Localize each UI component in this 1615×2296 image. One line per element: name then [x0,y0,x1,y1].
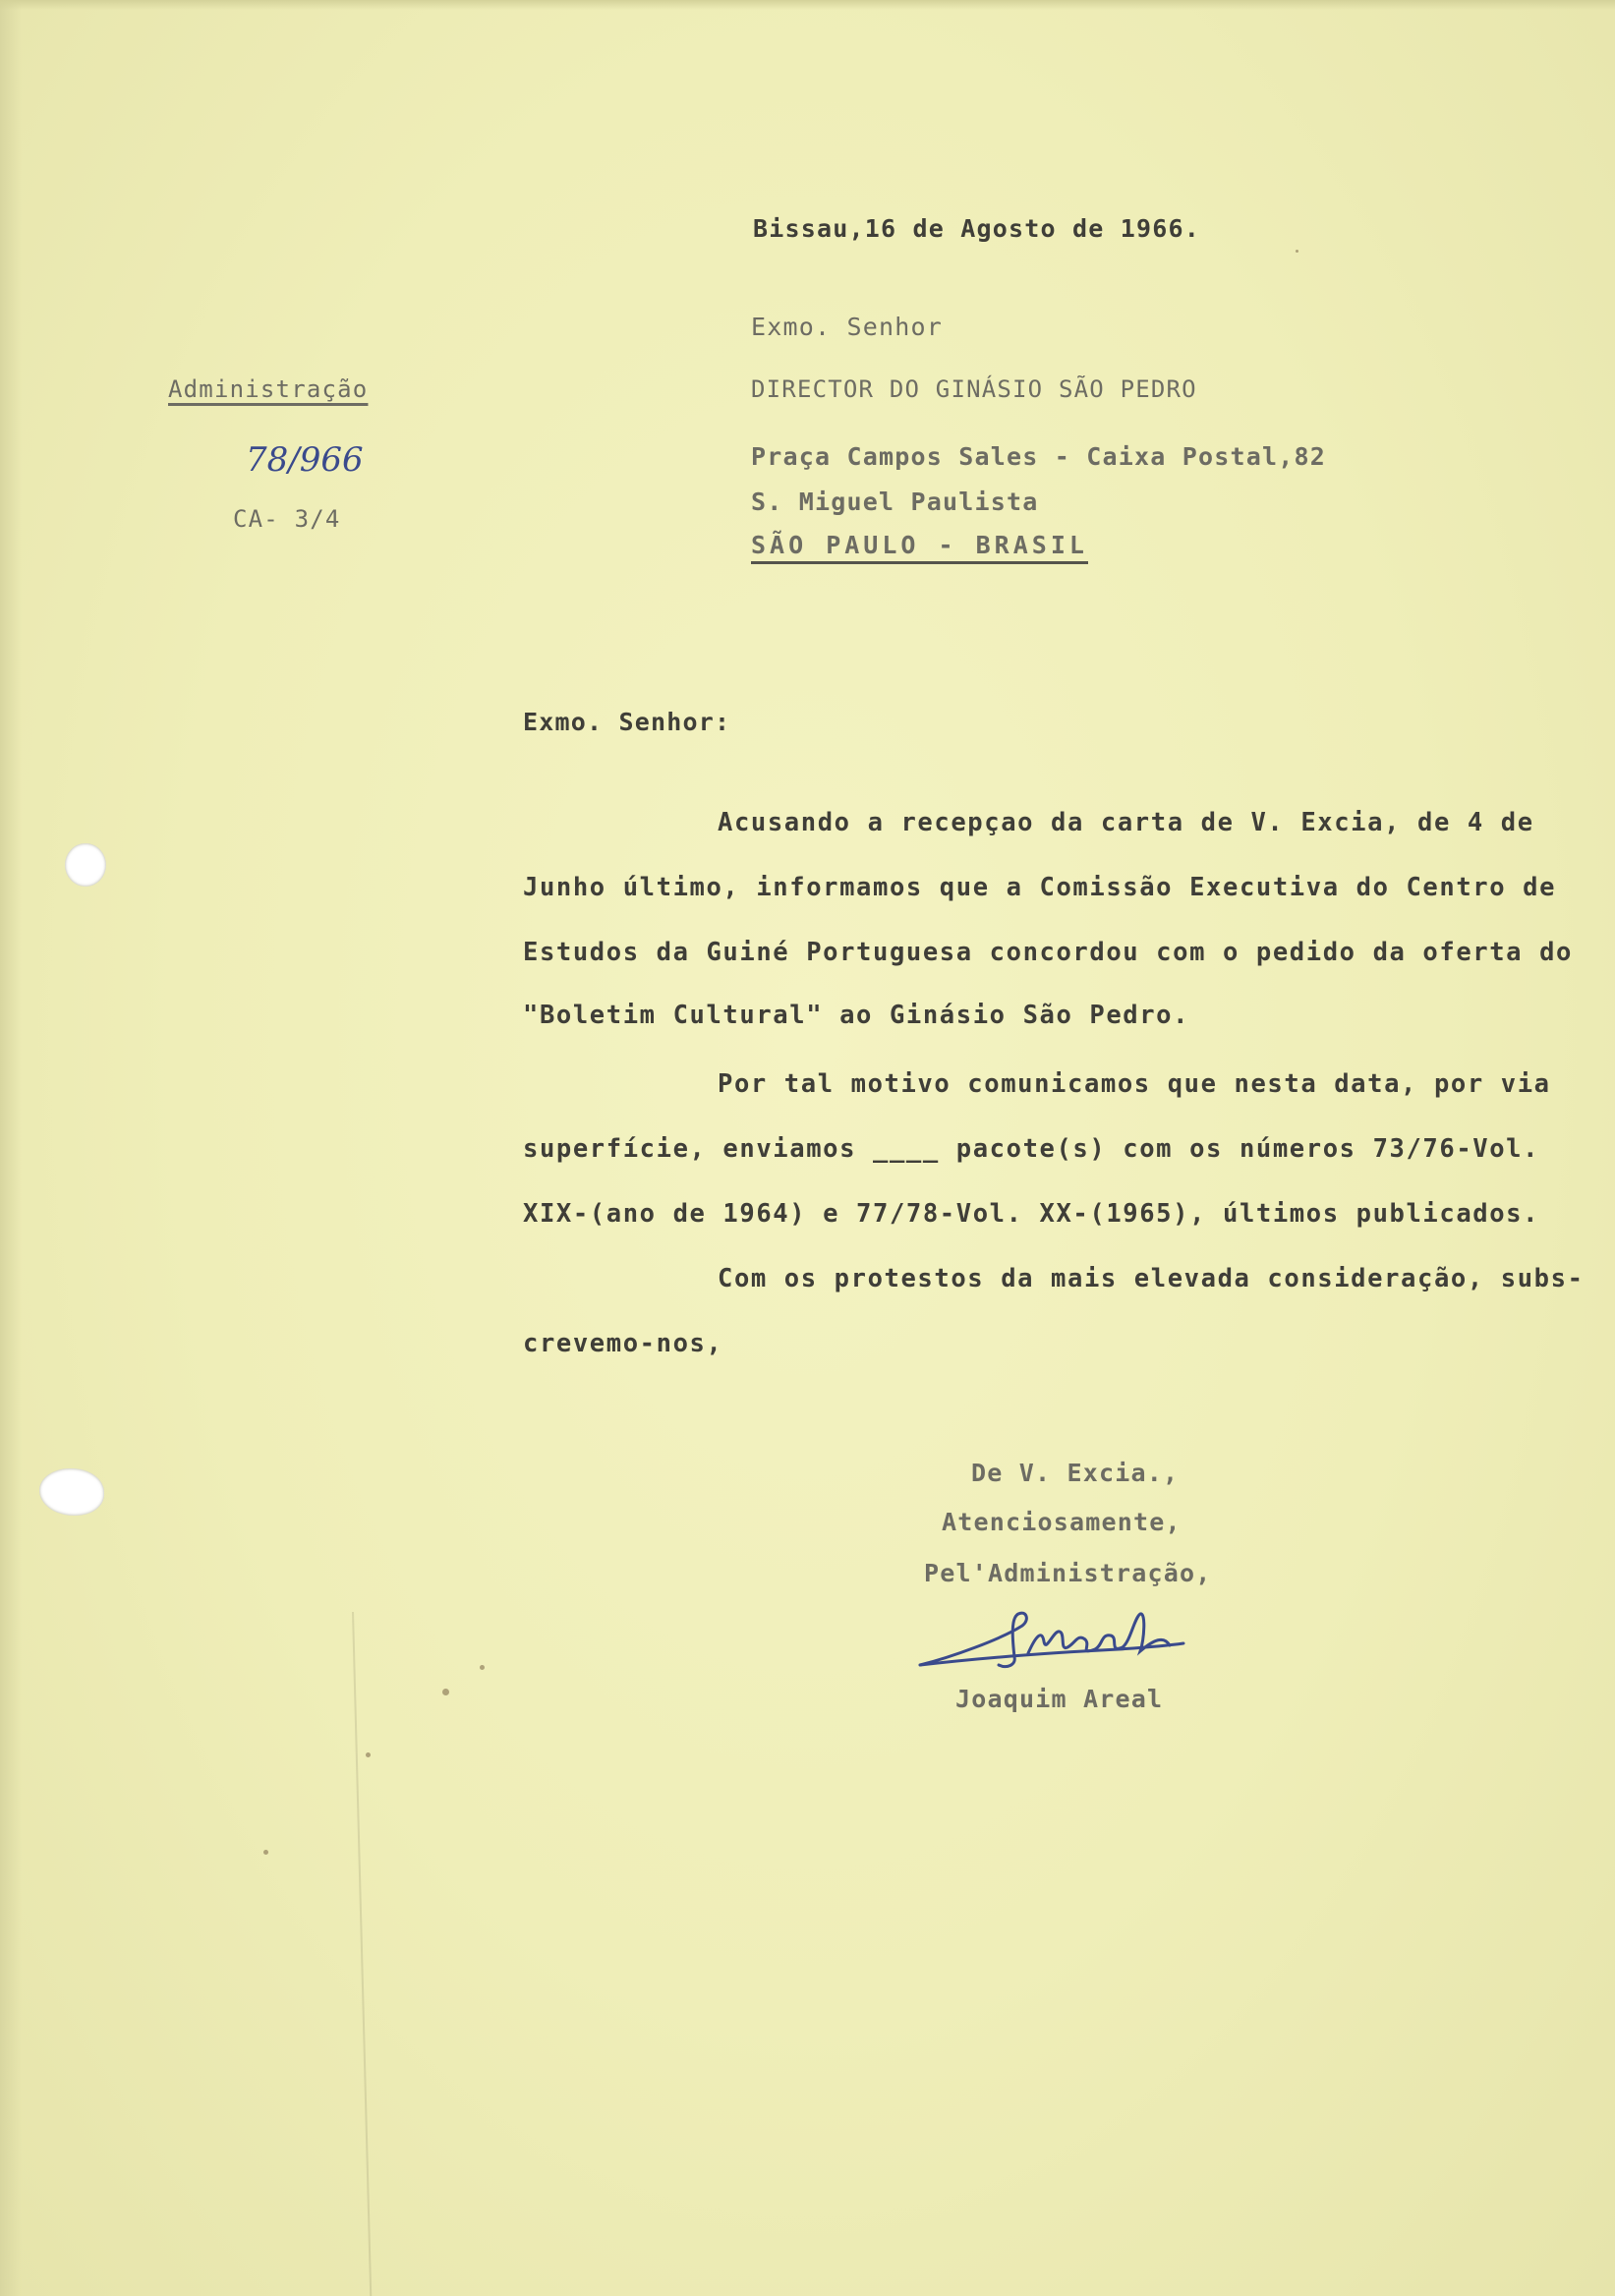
paper-speck [1296,250,1298,253]
punch-hole-bottom [39,1468,104,1516]
closing-line3: Pel'Administração, [924,1559,1212,1587]
body-line: superfície, enviamos ____ pacote(s) com os números 73/76-Vol. [523,1134,1540,1164]
margin-reference-handwritten: 78/966 [246,440,364,480]
closing-line2: Atenciosamente, [942,1508,1182,1536]
recipient-salutation: Exmo. Senhor [751,313,944,341]
body-line: Acusando a recepçao da carta de V. Excia, de 4 de [718,808,1534,837]
recipient-title: DIRECTOR DO GINÁSIO SÃO PEDRO [751,375,1197,403]
signatory-name: Joaquim Areal [955,1685,1164,1713]
body-line: Com os protestos da mais elevada consideração, subs- [718,1264,1585,1293]
body-line: Junho último, informamos que a Comissão Executiva do Centro de [523,873,1557,902]
greeting: Exmo. Senhor: [523,708,731,736]
body-line: XIX-(ano de 1964) e 77/78-Vol. XX-(1965), últimos publicados. [523,1199,1540,1229]
closing-line1: De V. Excia., [971,1459,1180,1487]
handwritten-signature [912,1600,1197,1679]
paper-speck [480,1665,485,1670]
paper-speck [442,1689,449,1695]
paper-edge-left [0,0,22,2296]
body-line: Estudos da Guiné Portuguesa concordou com o pedido da oferta do [523,938,1573,967]
margin-department: Administração [168,375,369,403]
recipient-address-line3: SÃO PAULO - BRASIL [751,531,1088,564]
recipient-address-line2: S. Miguel Paulista [751,488,1039,516]
body-line: "Boletim Cultural" ao Ginásio São Pedro. [523,1001,1190,1030]
paper-speck [366,1752,371,1757]
body-line: Por tal motivo comunicamos que nesta data, por via [718,1069,1551,1099]
paper-edge-top [0,0,1615,10]
margin-code: CA- 3/4 [233,505,341,533]
recipient-address-line1: Praça Campos Sales - Caixa Postal,82 [751,442,1327,471]
paper-speck [263,1850,268,1855]
punch-hole-top [65,843,106,887]
date-line: Bissau,16 de Agosto de 1966. [753,214,1201,243]
paper-fold-line [352,1612,372,2296]
body-line: crevemo-nos, [523,1329,723,1358]
